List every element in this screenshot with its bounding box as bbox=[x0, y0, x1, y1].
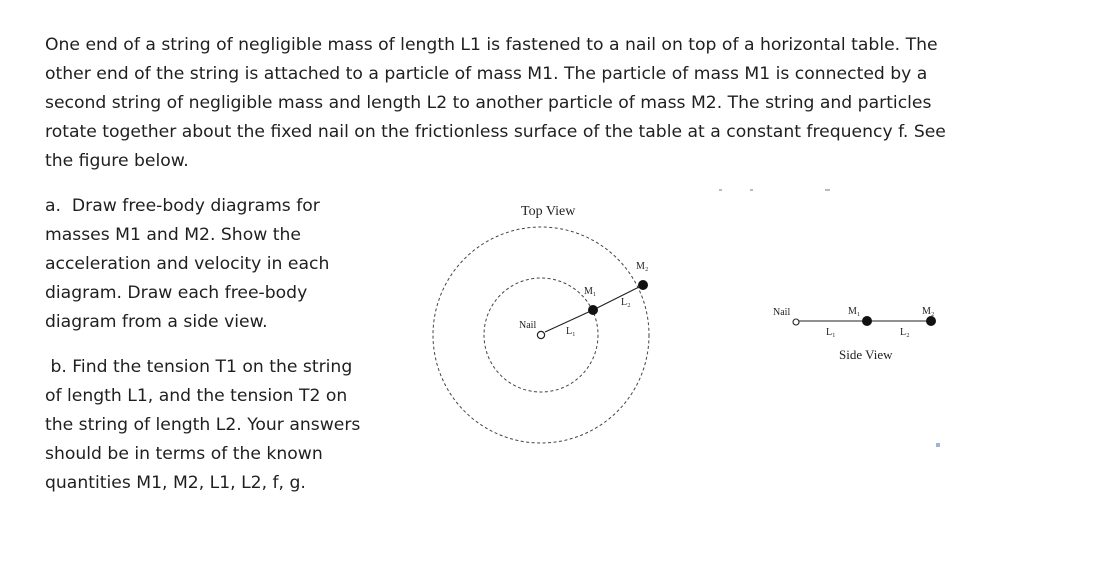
side-m2-label: M₂ bbox=[922, 306, 935, 317]
question-a-line: diagram from a side view. bbox=[45, 312, 268, 332]
top-view-diagram bbox=[433, 204, 649, 443]
side-l1-label: L₁ bbox=[826, 327, 836, 338]
top-m1-label: M₁ bbox=[584, 286, 597, 297]
question-a-line: a. Draw free-body diagrams for bbox=[45, 196, 320, 216]
nail-marker bbox=[537, 331, 544, 338]
side-view-title: Side View bbox=[839, 347, 893, 362]
question-a-line: diagram. Draw each free-body bbox=[45, 283, 308, 303]
side-nail-label: Nail bbox=[773, 307, 791, 318]
top-nail-label: Nail bbox=[519, 320, 537, 331]
question-b-line: of length L1, and the tension T2 on bbox=[45, 386, 348, 406]
question-a-line: acceleration and velocity in each bbox=[45, 254, 330, 274]
top-l2-label: L₂ bbox=[621, 297, 631, 308]
top-l1-label: L₁ bbox=[566, 326, 576, 337]
intro-line: One end of a string of negligible mass of length L1 is fastened to a nail on top of a horizontal table. The bbox=[45, 35, 938, 55]
side-l2-label: L₂ bbox=[900, 327, 910, 338]
top-m2-label: M₂ bbox=[636, 261, 649, 272]
intro-line: rotate together about the fixed nail on the frictionless surface of the table at a constant frequency f. See bbox=[45, 122, 946, 142]
string-l2 bbox=[593, 285, 643, 310]
scan-dot bbox=[936, 443, 940, 447]
question-b-line: the string of length L2. Your answers bbox=[45, 415, 361, 435]
question-a-line: masses M1 and M2. Show the bbox=[45, 225, 301, 245]
side-view-diagram bbox=[773, 306, 936, 362]
mass-m2-dot bbox=[638, 280, 648, 290]
side-mass-m1-dot bbox=[862, 316, 872, 326]
intro-line: the figure below. bbox=[45, 151, 189, 171]
intro-line: other end of the string is attached to a particle of mass M1. The particle of mass M1 is connected by a bbox=[45, 64, 928, 84]
side-nail-marker bbox=[793, 319, 799, 325]
top-view-title: Top View bbox=[521, 204, 576, 219]
question-b-line: should be in terms of the known bbox=[45, 444, 323, 464]
side-mass-m2-dot bbox=[926, 316, 936, 326]
question-b-line: quantities M1, M2, L1, L2, f, g. bbox=[45, 473, 306, 493]
side-m1-label: M₁ bbox=[848, 306, 861, 317]
mass-m1-dot bbox=[588, 305, 598, 315]
question-b-line: b. Find the tension T1 on the string bbox=[45, 357, 353, 377]
intro-line: second string of negligible mass and length L2 to another particle of mass M2. The string and particles bbox=[45, 93, 932, 113]
